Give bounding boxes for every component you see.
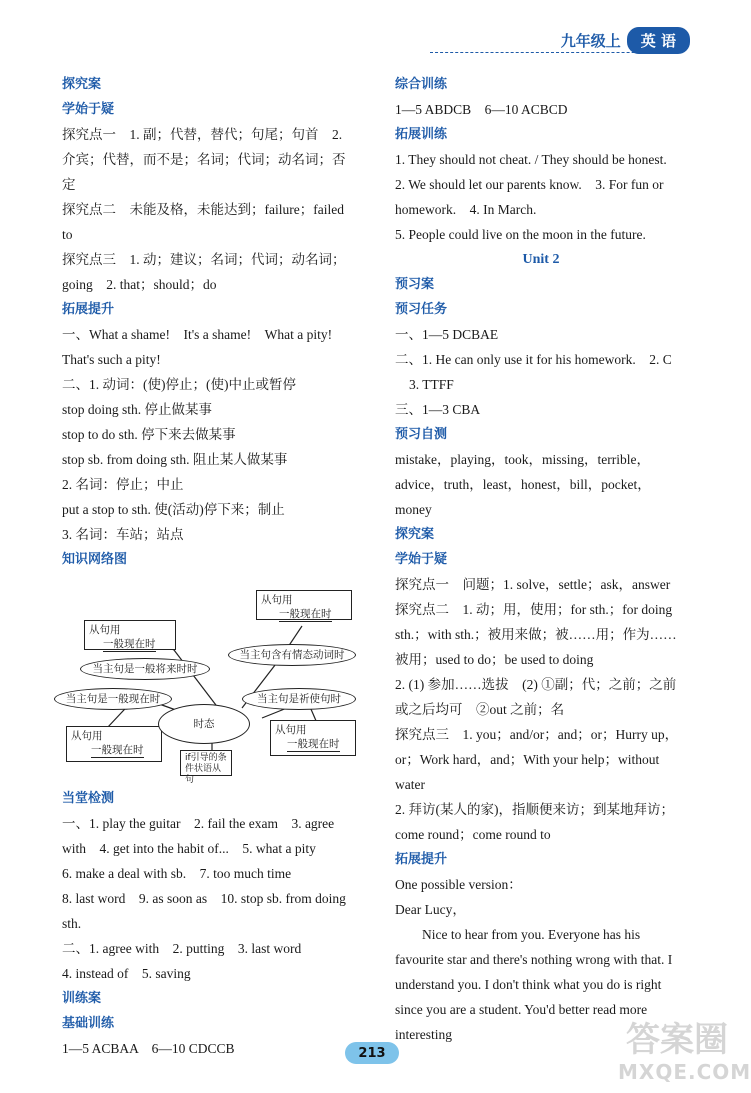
answer-text: 二、1. He can only use it for his homework. 2. C xyxy=(395,352,672,367)
answer-text: 1. They should not cheat. / They should be honest. 2. We should let our parents know. 3. For fun or homework. 4. In March. xyxy=(395,152,681,217)
section-heading: 预习案 xyxy=(395,277,435,292)
box-line: 从句用 xyxy=(71,730,103,742)
section-heading: 当堂检测 xyxy=(62,791,115,806)
box-line: 一般现在时 xyxy=(279,608,332,620)
answer-text: 6. make a deal with sb. 7. too much time xyxy=(62,866,292,881)
diagram-oval-present: 当主句是一般现在时 xyxy=(54,688,172,710)
header-divider xyxy=(430,52,680,53)
section-heading: 训练案 xyxy=(62,991,102,1006)
subject-badge: 英 语 xyxy=(627,27,690,54)
grade-label: 九年级上 xyxy=(560,31,621,50)
section-heading: 知识网络图 xyxy=(62,552,128,567)
section-heading: 综合训练 xyxy=(395,77,448,92)
box-line: 一般现在时 xyxy=(103,638,156,650)
diagram-oval-modal: 当主句含有情态动词时 xyxy=(228,644,356,666)
section-heading: 拓展提升 xyxy=(62,302,115,317)
answer-text: 1—5 ABDCB 6—10 ACBCD xyxy=(395,102,568,117)
page-number: 213 xyxy=(345,1042,399,1064)
answer-text: 二、1. 动词：(使)停止；(使)中止或暂停 xyxy=(62,377,296,392)
page-header xyxy=(561,26,690,54)
right-column xyxy=(395,72,687,1047)
diagram-box-bottom-right xyxy=(270,720,356,756)
section-heading: 学始于疑 xyxy=(395,552,448,567)
box-line: 从句用 xyxy=(275,724,307,736)
answer-text: stop doing sth. 停止做某事 xyxy=(62,402,213,417)
answer-text: 探究点三 1. 动；建议；名词；代词；动名词；going 2. that；should；do xyxy=(62,252,346,292)
knowledge-network-diagram xyxy=(62,578,362,785)
answer-text: 一、1. play the guitar 2. fail the exam 3. agree with 4. get into the habit of... 5. what a pity xyxy=(62,816,335,856)
diagram-box-top-left xyxy=(84,620,176,650)
left-column xyxy=(62,72,357,1061)
answer-text: 一、What a shame! It's a shame! What a pity! That's such a pity! xyxy=(62,327,346,367)
section-heading: 拓展训练 xyxy=(395,127,448,142)
diagram-box-top-right xyxy=(256,590,352,620)
answer-text: 三、1—3 CBA xyxy=(395,402,481,417)
answer-text: 3. TTFF xyxy=(409,377,454,392)
answer-text: 8. last word 9. as soon as 10. stop sb. from doing sth. xyxy=(62,891,346,931)
answer-text: One possible version： xyxy=(395,877,522,892)
diagram-oval-imperative: 当主句是祈使句时 xyxy=(242,688,356,710)
answer-text: 探究点一 1. 副；代替，替代；句尾；句首 2. 介宾；代替，而不是；名词；代词；动名词；否定 xyxy=(62,127,346,192)
answer-text: 探究点二 未能及格，未能达到；failure；failed to xyxy=(62,202,344,242)
section-heading: 基础训练 xyxy=(62,1016,115,1031)
section-heading: 预习自测 xyxy=(395,427,448,442)
diagram-if-clause-box: if引导的条件状语从句 xyxy=(180,750,232,776)
section-heading: 学始于疑 xyxy=(62,102,115,117)
answer-text: 1—5 ACBAA 6—10 CDCCB xyxy=(62,1041,235,1056)
watermark-url: MXQE.COM xyxy=(618,1060,751,1084)
diagram-oval-future: 当主句是一般将来时时 xyxy=(80,658,210,680)
unit-title: Unit 2 xyxy=(522,252,560,267)
section-heading: 拓展提升 xyxy=(395,852,448,867)
box-line: 一般现在时 xyxy=(287,738,340,750)
diagram-box-bottom-left xyxy=(66,726,162,762)
answer-text: 2. 名词：停止；中止 xyxy=(62,477,184,492)
answer-text: put a stop to sth. 使(活动)停下来；制止 xyxy=(62,502,285,517)
answer-text: stop sb. from doing sth. 阻止某人做某事 xyxy=(62,452,288,467)
answer-text: mistake，playing，took，missing，terrible，advice，truth，least，honest，bill，pocket，money xyxy=(395,452,651,517)
box-line: 一般现在时 xyxy=(91,744,144,756)
answer-text: 2. (1) 参加……选拔 (2) ①副；代；之前；之前或之后均可 ②out 之前；名 xyxy=(395,677,677,717)
answer-text: 3. 名词：车站；站点 xyxy=(62,527,184,542)
answer-text: 探究点二 1. 动；用，使用；for sth.；for doing sth.；with sth.；被用来做；被……用；作为……被用；used to do；be used to doing xyxy=(395,602,677,667)
answer-text: 探究点一 问题；1. solve，settle；ask，answer xyxy=(395,577,671,592)
answer-text: 4. instead of 5. saving xyxy=(62,966,191,981)
answer-text: 二、1. agree with 2. putting 3. last word xyxy=(62,941,302,956)
box-line: 从句用 xyxy=(261,594,293,606)
box-line: 从句用 xyxy=(89,624,121,636)
section-heading: 预习任务 xyxy=(395,302,448,317)
answer-text: Dear Lucy， xyxy=(395,902,466,917)
answer-text: Nice to hear from you. Everyone has his favourite star and there's nothing wrong with that. I understand you. I don't think what you do is right since you are a student. You'd better read more interesting xyxy=(395,927,673,1042)
section-heading: 探究案 xyxy=(62,77,102,92)
diagram-center-tense: 时态 xyxy=(158,704,250,744)
answer-text: 一、1—5 DCBAE xyxy=(395,327,499,342)
section-heading: 探究案 xyxy=(395,527,435,542)
answer-text: 2. 拜访(某人的家)，指顺便来访；到某地拜访；come round；come round to xyxy=(395,802,674,842)
watermark-logo xyxy=(618,1010,751,1090)
answer-text: 探究点三 1. you；and/or；and；or；Hurry up，or；Work hard，and；With your help；without water xyxy=(395,727,679,792)
watermark-text: 答案圈 xyxy=(626,1020,728,1060)
answer-text: 5. People could live on the moon in the future. xyxy=(395,227,646,242)
answer-text: stop to do sth. 停下来去做某事 xyxy=(62,427,236,442)
